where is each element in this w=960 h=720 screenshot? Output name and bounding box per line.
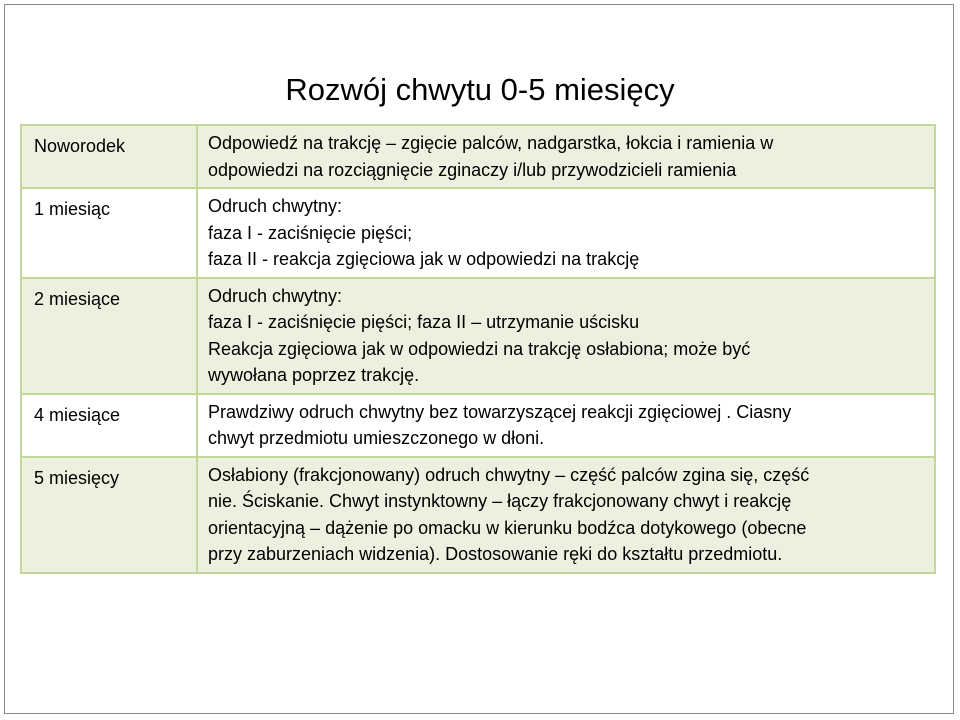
description-cell [197,278,935,394]
description-line: Osłabiony (frakcjonowany) odruch chwytny – część palców zgina się, część [208,464,810,485]
description-line: Odruch chwytny: [208,196,343,216]
description-cell [197,394,935,457]
description-line: wywołana poprzez trakcję. [208,365,420,385]
table-row [21,394,935,457]
description-cell [197,188,935,278]
description-cell [197,125,935,188]
description-line: przy zaburzeniach widzenia). Dostosowanie ręki do kształtu przedmiotu. [208,544,783,564]
description-line: Prawdziwy odruch chwytny bez towarzyszącej reakcji zgięciowej . Ciasny [208,401,792,422]
description-line: faza I - zaciśnięcie pięści; faza II – utrzymanie uścisku [208,312,640,332]
age-cell: Noworodek [21,125,197,188]
table-row [21,457,935,573]
age-cell: 5 miesięcy [21,457,197,573]
description-line: Odruch chwytny: [208,285,343,306]
table-row [21,125,935,188]
description-line: faza I - zaciśnięcie pięści; [208,222,413,243]
age-cell: 2 miesiące [21,278,197,394]
description-line: odpowiedzi na rozciągnięcie zginaczy i/lub przywodzicieli ramienia [208,159,737,180]
description-line: nie. Ściskanie. Chwyt instynktowny – łączy frakcjonowany chwyt i reakcję [208,491,792,511]
description-line: Reakcja zgięciowa jak w odpowiedzi na trakcję osłabiona; może być [208,338,751,359]
description-cell [197,457,935,573]
slide-title: Rozwój chwytu 0-5 miesięcy [285,72,675,107]
table-row [21,278,935,394]
description-line: Odpowiedź na trakcję – zgięcie palców, nadgarstka, łokcia i ramienia w [208,133,774,153]
description-line: orientacyjną – dążenie po omacku w kierunku bodźca dotykowego (obecne [208,517,807,538]
age-cell: 4 miesiące [21,394,197,457]
table-row [21,188,935,278]
development-table [20,124,936,574]
description-line: chwyt przedmiotu umieszczonego w dłoni. [208,428,545,448]
description-line: faza II - reakcja zgięciowa jak w odpowiedzi na trakcję [208,249,640,269]
age-cell: 1 miesiąc [21,188,197,278]
